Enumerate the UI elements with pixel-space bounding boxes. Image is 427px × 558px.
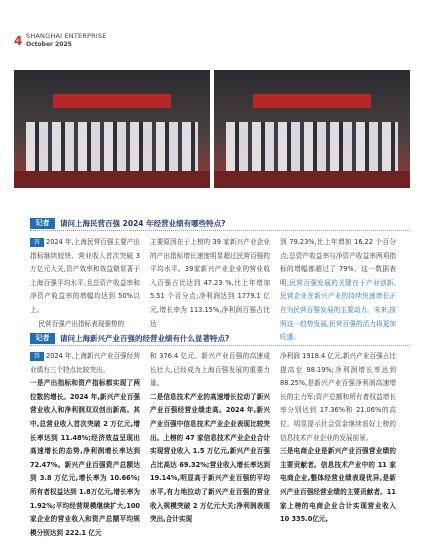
- answer-2-col-2: 和 376.4 亿元。新兴产业百强的高速成长壮大,已经成为上海百强发展的重要力量。 二是信息技术产业的高速增长拉动了新兴产业百强经营业绩走高。2024 年,新兴产业百强中信息技术产业企业表现比较突出。上榜的 47 家信息技术产业企业合计实现营业收入 1.5 万亿元,新兴产业百强占比高达 69.32%;营业收入增长率达到 19.14%,明显高于新兴产业百强的平均水平,有力地拉动了新兴产业百强的营业收入规模突破 2 万亿元大关;净利润表现突出,合计实现: [150, 352, 270, 524]
- answer-2-col-3: 净利润 1918.4 亿元,新兴产业百强占比提高至 98.19%;净利润增长率达到 88.25%,是新兴产业百强净利润高速增长的主力军;资产总额和所有者权益增长率分别达到 17.36%和 21.06%的高位。明显提示社会资金继续看好上榜的信息技术产业企业的发展前景。 三是电商企业是新兴产业百强营业绩的主要贡献者。信息技术产业中的 11 家电商企业,整体经营业绩表现优异,是新兴产业百强经营业绩的主要贡献者。11家上榜的电商企业合计实现营业收入 10 335.0亿元,: [280, 352, 396, 524]
- photo-right: [214, 70, 410, 188]
- question-2-heading: [30, 333, 410, 346]
- answer-1-col-3: 到 79.23%,比上年增加 16.22 个百分点;总资产收益率与净资产收益率两项指标的增幅都超过了 79%。这一数据表明,民营百强发展的关键在于产业创新,民营企业在新兴产业的持续快速增长正在为民营百强发展的主要动力。未来,按照这一趋势发展,民营百强的活力将更加旺盛。: [280, 238, 396, 342]
- question-1-text: 请问上海民营百强 2024 年经营业绩有哪些特点?: [60, 219, 226, 228]
- answer-1-col-1: 答 2024 年,上海民营百强主要产出指标继续较快、营业收入首次突破 3 万亿元大关,资产效率和效益朝显著于上海百强平均水平,且总资产收益率和净资产收益率的增幅均达到 50%以上。 民营百强产出指标表现强势的: [30, 238, 140, 328]
- answer-tag: 答: [30, 238, 44, 247]
- reporter-tag: 记者: [30, 333, 55, 344]
- answer-1-col-2: 主要原因在于上榜的 39 家新兴产业企业的产出指标增长速度明显超过民营百强的平均水平。39家新兴产业企业的营业收入百强占比达到 47.23 %,比上年增加 5.51 个百分点;净利润达到 1779.1 亿元,增长率为 113.15%,净利润百强占比达: [150, 238, 270, 328]
- masthead-date: October 2025: [26, 41, 72, 48]
- answer-tag: 答: [30, 352, 44, 361]
- question-2-text: 请问上海新兴产业百强的经营业绩有什么显著特点?: [60, 334, 230, 343]
- masthead-title: SHANGHAI ENTERPRISE: [26, 32, 107, 40]
- answer-2-col-1: 答 2024 年,上海新兴产业百强经营业绩有三个特点比较突出。 一是产出指标和资产指标都实现了两位数的增长。2024 年,新兴产业百强营业收入和净利润双双创出新高。其中,总营业收入首次突破 2 万亿元,增长率达到 11.48%;经济效益呈现出高速增长的态势,净利润增长率达到 72.47%。新兴产业百强资产总额达到 3.8 万亿元,增长率为 10.66%;所有者权益达到 1.8万亿元,增长率为 1.92%;平均经营规模继续扩大,100 家企业的营业收入和资产总额平均规模分别达到 222.1 亿元: [30, 352, 140, 537]
- photo-left: [14, 70, 210, 188]
- page-number: 4: [14, 34, 23, 48]
- reporter-tag: 记者: [30, 218, 55, 229]
- question-1-heading: [30, 218, 410, 231]
